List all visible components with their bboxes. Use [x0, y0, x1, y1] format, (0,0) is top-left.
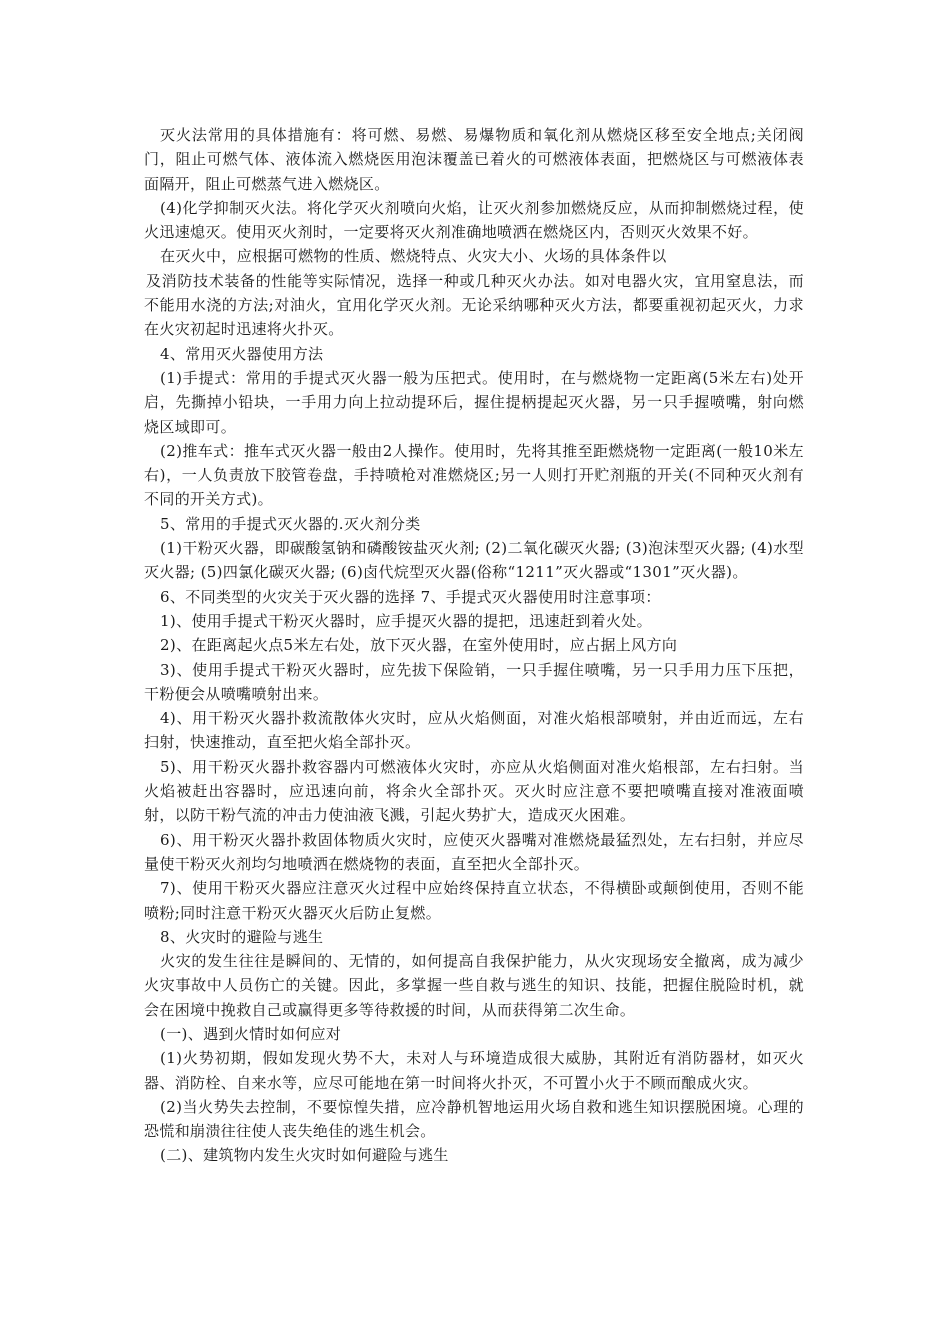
- heading-agent-types: 5、常用的手提式灭火器的.灭火剂分类: [160, 514, 421, 533]
- note-item-7: 7)、使用干粉灭火器应注意灭火过程中应始终保持直立状态，不得横卧或颠倒使用，否则不能喷粉;同时注意干粉灭火器灭火后防止复燃。: [144, 879, 804, 922]
- note-item-5: 5)、用干粉灭火器扑救容器内可燃液体火灾时，亦应从火焰侧面对准火焰根部，左右扫射。当火焰被赶出容器时，应迅速向前，将余火全部扑灭。灭火时应注意不要把喷嘴直接对准液面喷射，以防干粉气流的冲击力使油液飞溅，引起火势扩大，造成灭火困难。: [144, 757, 804, 825]
- paragraph-handheld: (1)手提式：常用的手提式灭火器一般为压把式。使用时，在与燃烧物一定距离(5米左右)处开启，先撕掉小铅块，一手用力向上拉动提环后，握住提柄提起灭火器，另一只手握喷嘴，射向燃烧区域即可。: [144, 368, 804, 436]
- heading-building-fire: (二)、建筑物内发生火灾时如何避险与逃生: [160, 1146, 449, 1165]
- paragraph-choose-method-cont: 及消防技术装备的性能等实际情况，选择一种或几种灭火办法。如对电器火灾，宜用窒息法，而不能用水浇的方法;对油火，宜用化学灭火剂。无论采纳哪种灭火方法，都要重视初起灭火，力求在火灾初起时迅速将火扑灭。: [144, 271, 804, 339]
- paragraph-agent-list: (1)干粉灭火器，即碳酸氢钠和磷酸铵盐灭火剂; (2)二氧化碳灭火器; (3)泡沫型灭火器; (4)水型灭火器; (5)四氯化碳灭火器; (6)卤代烷型灭火器(俗称“1211”灭火器或“1301”灭火器)。: [144, 539, 804, 582]
- paragraph-escape-intro: 火灾的发生往往是瞬间的、无情的，如何提高自我保护能力，从火灾现场安全撤离，成为减少火灾事故中人员伤亡的关键。因此，多掌握一些自救与逃生的知识、技能，把握住脱险时机，就会在困境中挽救自己或赢得更多等待救援的时间，从而获得第二次生命。: [144, 952, 804, 1019]
- paragraph-choose-method-start: 在灭火中，应根据可燃物的性质、燃烧特点、火灾大小、火场的具体条件以: [160, 247, 667, 266]
- paragraph-extinguishing-measures: 灭火法常用的具体措施有：将可燃、易燃、易爆物质和氧化剂从燃烧区移至安全地点;关闭阀门，阻止可燃气体、液体流入燃烧医用泡沫覆盖已着火的可燃液体表面，把燃烧区与可燃液体表面隔开，阻止可燃蒸气进入燃烧区。: [144, 126, 804, 193]
- paragraph-chemical-inhibition: (4)化学抑制灭火法。将化学灭火剂喷向火焰，让灭火剂参加燃烧反应，从而抑制燃烧过程，使火迅速熄灭。使用灭火剂时，一定要将灭火剂准确地喷洒在燃烧区内，否则灭火效果不好。: [144, 198, 804, 242]
- heading-fire-response: (一)、遇到火情时如何应对: [160, 1024, 342, 1043]
- note-item-4: 4)、用干粉灭火器扑救流散体火灾时，应从火焰侧面，对准火焰根部喷射，并由近而远，左右扫射，快速推动，直至把火焰全部扑灭。: [144, 709, 804, 752]
- heading-extinguisher-usage: 4、常用灭火器使用方法: [160, 344, 324, 363]
- note-item-6: 6)、用干粉灭火器扑救固体物质火灾时，应使灭火器嘴对准燃烧最猛烈处，左右扫射，并应尽量使干粉灭火剂均匀地喷洒在燃烧物的表面，直至把火全部扑灭。: [144, 830, 804, 873]
- heading-selection-notes: 6、不同类型的火灾关于灭火器的选择 7、手提式灭火器使用时注意事项：: [160, 587, 661, 606]
- heading-escape: 8、火灾时的避险与逃生: [160, 927, 324, 946]
- note-item-2: 2)、在距离起火点5米左右处，放下灭火器，在室外使用时，应占据上风方向: [160, 636, 678, 655]
- paragraph-early-fire: (1)火势初期，假如发现火势不大，未对人与环境造成很大威胁，其附近有消防器材，如灭火器、消防栓、自来水等，应尽可能地在第一时间将火扑灭，不可置小火于不顾而酿成火灾。: [144, 1049, 804, 1092]
- paragraph-cart-type: (2)推车式：推车式灭火器一般由2人操作。使用时，先将其推至距燃烧物一定距离(一般10米左右)，一人负责放下胶管卷盘，手持喷枪对准燃烧区;另一人则打开贮剂瓶的开关(不同种灭火剂有不同的开关方式)。: [144, 441, 804, 509]
- note-item-3: 3)、使用手提式干粉灭火器时，应先拔下保险销，一只手握住喷嘴，另一只手用力压下压把，干粉便会从喷嘴喷射出来。: [144, 660, 804, 703]
- paragraph-out-of-control: (2)当火势失去控制，不要惊惶失措，应冷静机智地运用火场自救和逃生知识摆脱困境。心理的恐慌和崩溃往往使人丧失绝佳的逃生机会。: [144, 1097, 804, 1141]
- note-item-1: 1)、使用手提式干粉灭火器时，应手提灭火器的提把，迅速赶到着火处。: [160, 611, 652, 630]
- document-page: [144, 123, 804, 1168]
